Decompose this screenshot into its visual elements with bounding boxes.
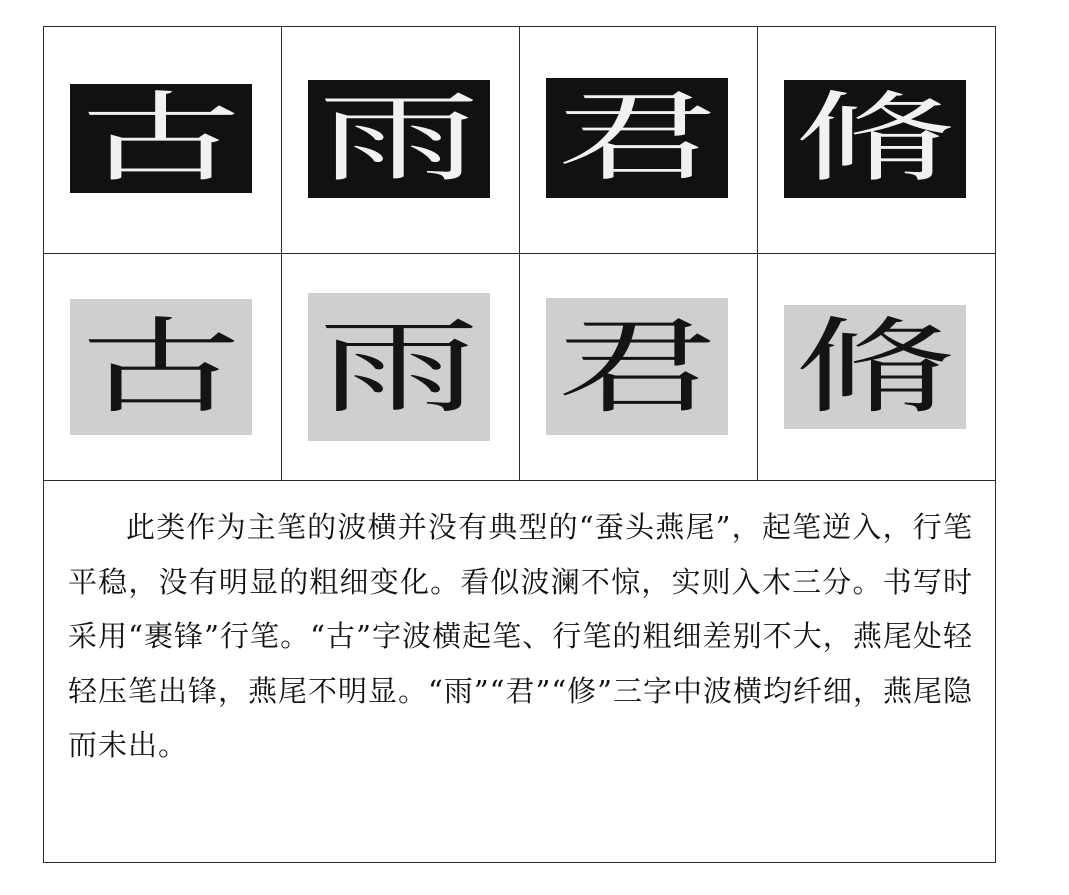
rubbing-char-jun: 君: [556, 81, 718, 195]
rubbing-image-gu: [70, 84, 252, 193]
tracing-image-yu: [308, 293, 490, 441]
rubbing-image-yu: [308, 80, 490, 198]
tracing-char-yu: 雨: [318, 306, 480, 428]
tracing-image-gu: [70, 299, 252, 435]
column-divider-2: [519, 26, 520, 481]
tracing-char-jun: 君: [556, 305, 718, 428]
rubbing-char-xiu: 脩: [794, 82, 956, 196]
rubbing-image-jun: [546, 78, 728, 198]
column-divider-1: [281, 26, 282, 481]
rubbing-char-gu: 古: [80, 84, 242, 193]
tracing-image-jun: [546, 298, 728, 435]
rubbing-image-xiu: [784, 80, 966, 198]
rubbing-char-yu: 雨: [318, 82, 480, 196]
tracing-image-xiu: [784, 305, 966, 429]
explanation-paragraph: 此类作为主笔的波横并没有典型的“蚕头燕尾”，起笔逆入，行笔平稳，没有明显的粗细变化。看似波澜不惊，实则入木三分。书写时采用“裹锋”行笔。“古”字波横起笔、行笔的粗细差别不大，燕尾处轻轻压笔出锋，燕尾不明显。“雨”“君”“修”三字中波横均纤细，燕尾隐而未出。: [68, 510, 973, 762]
table-left-border: [43, 26, 44, 863]
tracing-char-xiu: 脩: [794, 306, 956, 428]
column-divider-3: [757, 26, 758, 481]
table-bottom-border: [43, 862, 996, 863]
table-right-border: [995, 26, 996, 863]
explanation-cell: [68, 500, 973, 850]
tracing-char-gu: 古: [80, 306, 242, 428]
